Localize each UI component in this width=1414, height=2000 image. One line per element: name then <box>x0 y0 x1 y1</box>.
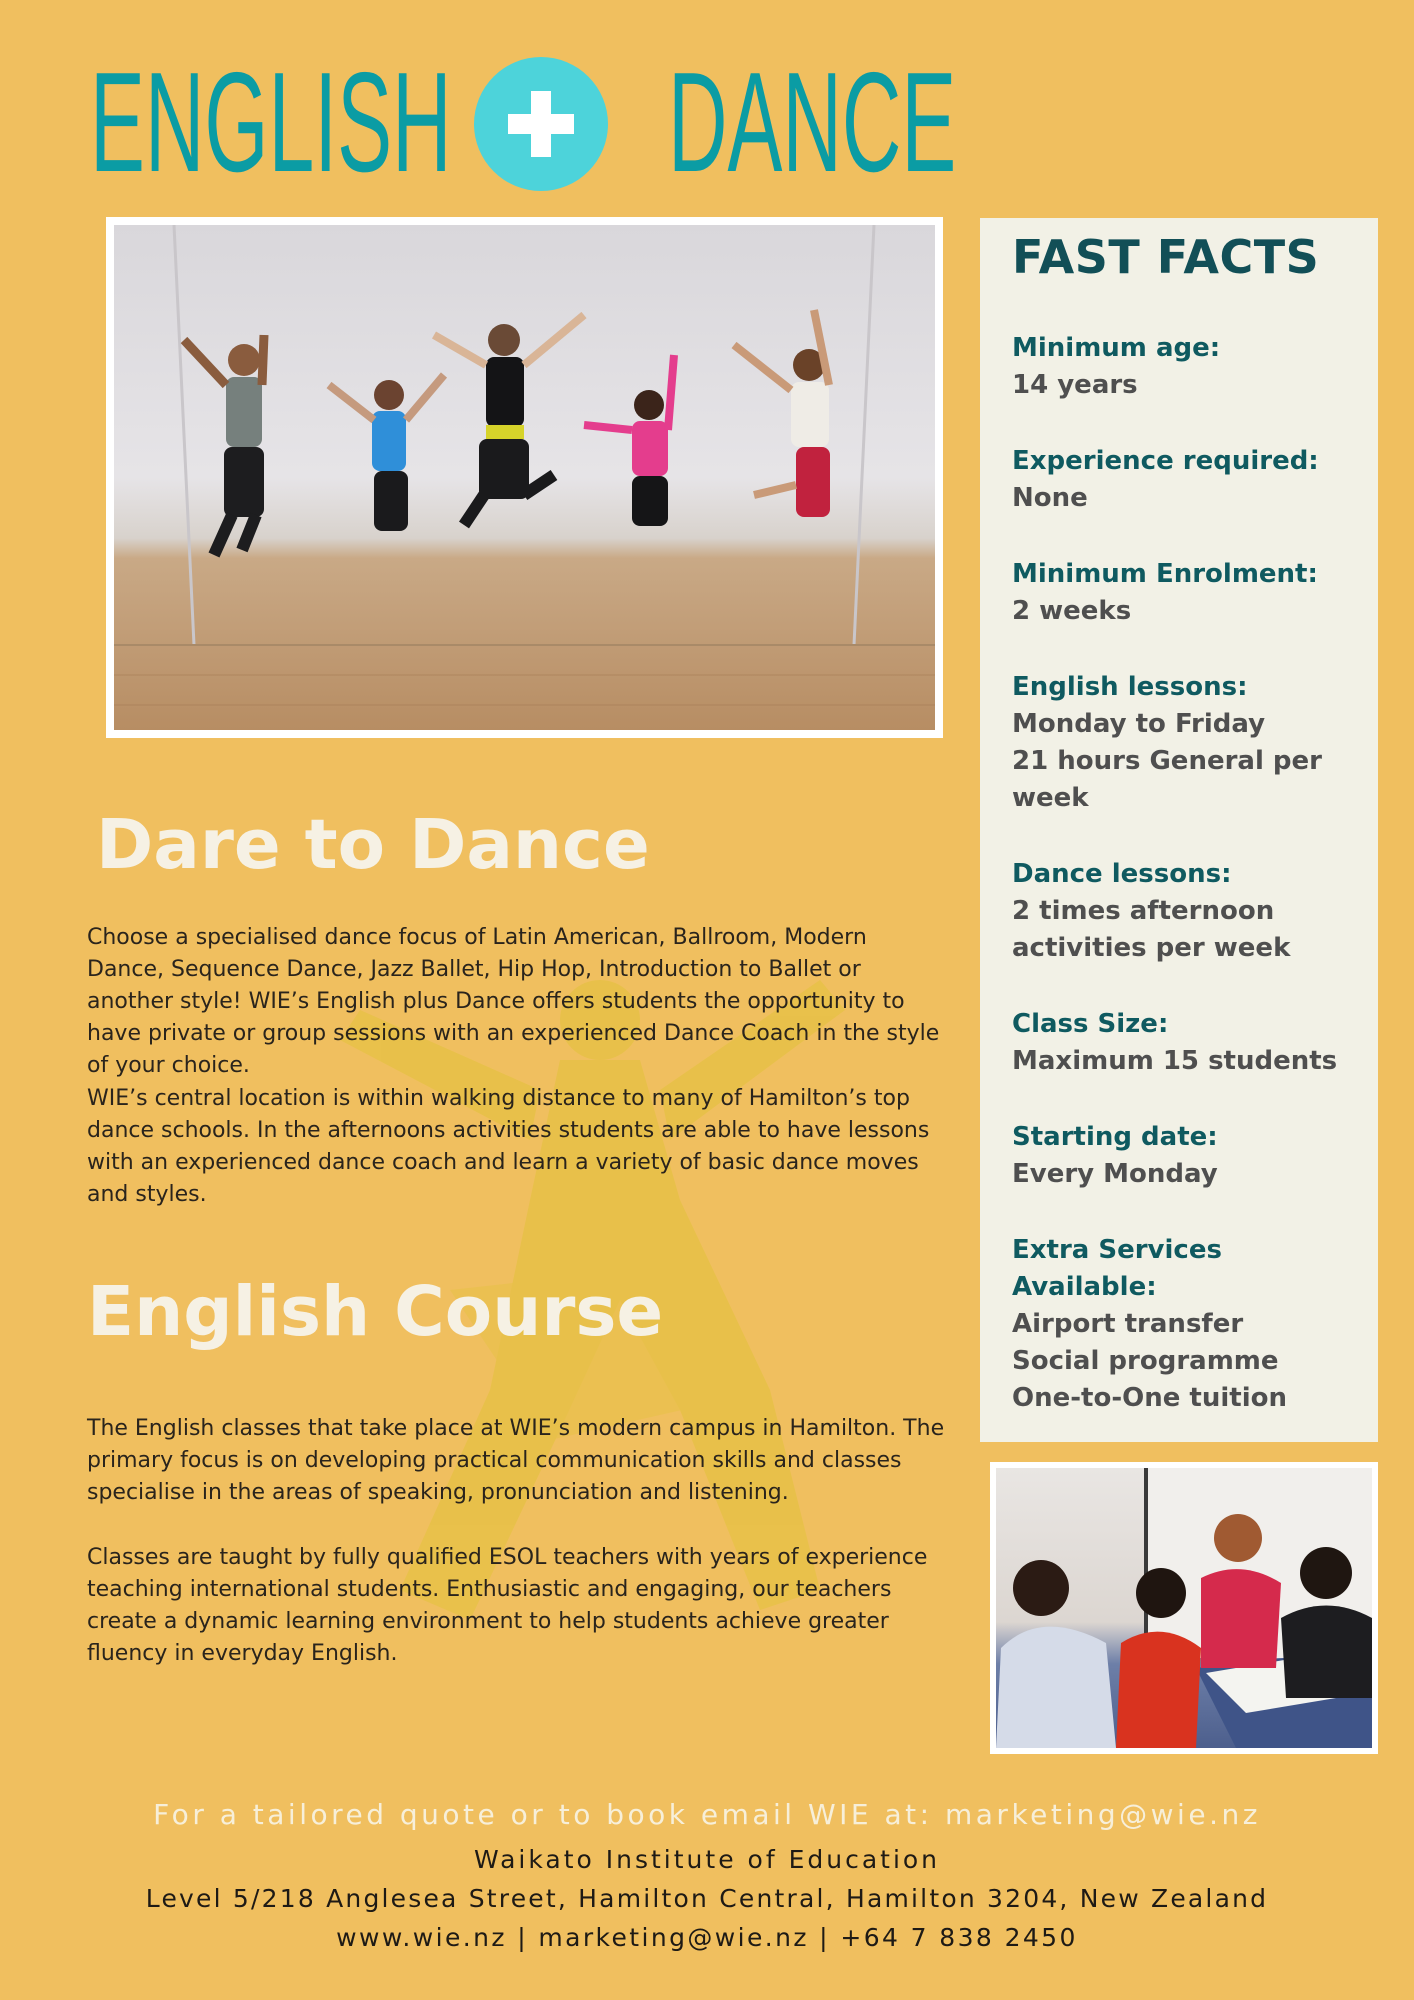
dance-section-heading: Dare to Dance <box>96 805 650 885</box>
footer-address: Level 5/218 Anglesea Street, Hamilton Central, Hamilton 3204, New Zealand <box>145 1884 1269 1913</box>
fact-minimum-age <box>1012 330 1372 404</box>
dancers-jumping-photo <box>114 225 935 730</box>
fact-label: Minimum age: <box>1012 333 1221 363</box>
fact-label: Class Size: <box>1012 1009 1169 1039</box>
plus-circle <box>474 57 608 191</box>
fact-label: Minimum Enrolment: <box>1012 559 1318 589</box>
fact-english-lessons <box>1012 669 1372 817</box>
english-paragraph-2: Classes are taught by fully qualified ESOL teachers with years of experience teaching international students. Enthusiastic and engaging, our teachers create a dynamic learning environment to help students achieve greater fluency in everyday English. <box>87 1545 928 1666</box>
fact-label: Starting date: <box>1012 1122 1218 1152</box>
fact-value: 14 years <box>1012 370 1138 400</box>
dance-photo-frame <box>106 217 943 738</box>
fact-value: 21 hours General per <box>1012 746 1322 776</box>
footer-contact: www.wie.nz | marketing@wie.nz | +64 7 838 2450 <box>336 1923 1078 1952</box>
fact-minimum-enrolment <box>1012 556 1372 630</box>
fact-value: Monday to Friday <box>1012 709 1266 739</box>
fact-value: None <box>1012 483 1088 513</box>
fact-extra-services <box>1012 1232 1372 1417</box>
english-section-heading: English Course <box>87 1272 664 1352</box>
fact-value: One-to-One tuition <box>1012 1383 1287 1413</box>
fact-label: Dance lessons: <box>1012 859 1232 889</box>
english-paragraph-1: The English classes that take place at WIE’s modern campus in Hamilton. The primary focus is on developing practical communication skills and classes specialise in the areas of speaking, pronunciation and listening. <box>87 1416 945 1505</box>
fact-class-size <box>1012 1006 1372 1080</box>
title-word-english: ENGLISH <box>90 43 452 202</box>
footer-organisation: Waikato Institute of Education <box>473 1845 941 1874</box>
fact-value: Maximum 15 students <box>1012 1046 1338 1076</box>
classroom-photo-frame <box>990 1462 1378 1754</box>
fact-value: Airport transfer <box>1012 1309 1244 1339</box>
fact-label: English lessons: <box>1012 672 1248 702</box>
fact-dance-lessons <box>1012 856 1372 967</box>
fact-experience-required <box>1012 443 1372 517</box>
footer-cta: For a tailored quote or to book email WIE at: marketing@wie.nz <box>153 1798 1261 1831</box>
fast-facts-title: FAST FACTS <box>1012 230 1320 284</box>
dance-paragraph-1: Choose a specialised dance focus of Latin American, Ballroom, Modern Dance, Sequence Dance, Jazz Ballet, Hip Hop, Introduction to Ballet or another style! WIE’s English plus Dance offers students the opportunity to have private or group sessions with an experienced Dance Coach in the style of your choice. <box>87 925 940 1078</box>
fact-label: Experience required: <box>1012 446 1319 476</box>
fact-value: activities per week <box>1012 933 1291 963</box>
fact-starting-date <box>1012 1119 1372 1193</box>
fact-value: Social programme <box>1012 1346 1279 1376</box>
fact-value: 2 times afternoon <box>1012 896 1275 926</box>
fact-value: Every Monday <box>1012 1159 1218 1189</box>
fact-value: 2 weeks <box>1012 596 1132 626</box>
fact-value: week <box>1012 783 1089 813</box>
fact-label: Extra Services Available: <box>1012 1235 1222 1302</box>
fast-facts-panel <box>980 218 1378 1442</box>
dance-paragraph-2: WIE’s central location is within walking distance to many of Hamilton’s top dance schools. In the afternoons activities students are able to have lessons with an experienced dance coach and learn a variety of basic dance moves and styles. <box>87 1086 930 1207</box>
title-word-dance: DANCE <box>668 43 957 202</box>
students-classroom-photo <box>996 1468 1372 1748</box>
